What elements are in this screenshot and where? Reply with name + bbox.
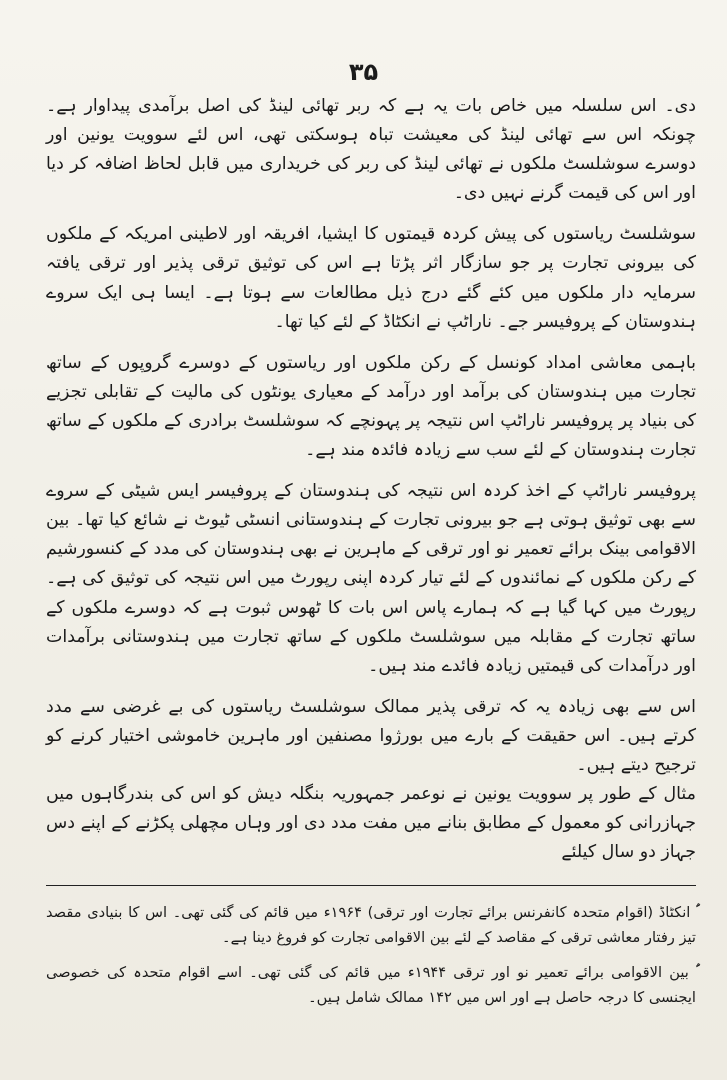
paragraph-3: باہمی معاشی امداد کونسل کے رکن ملکوں اور ریاستوں کے دوسرے گروپوں کے ساتھ تجارت میں ہندوستان کی برآمد اور درآمد کے معیاری یونٹوں کی مالیت کے تقابلی تجزیے کی بنیاد پر پروفیسر ناراٹپ اس نتیجہ پر پہونچے کہ سوشلسٹ برادری کے ملکوں کے ساتھ تجارت ہندوستان کے لئے سب سے زیادہ فائدہ مند ہے۔ [46,352,696,461]
footnote-1 [46,900,696,950]
paragraph-6: مثال کے طور پر سوویت یونین نے نوعمر جمہوریہ بنگلہ دیش کو اس کی بندرگاہوں میں جہازرانی کو معمول کے مطابق بنانے میں مفت مدد دی اور وہاں مچھلی پکڑنے کے اپنے دس جہاز دو سال کیلئے [46,784,696,863]
paragraph-2: سوشلسٹ ریاستوں کی پیش کردہ قیمتوں کا ایشیا، افریقہ اور لاطینی امریکہ کے ملکوں کی بیرونی تجارت پر جو سازگار اثر پڑتا ہے اس کی توثیق ترقی پذیر اور ترقی یافتہ سرمایہ دار ملکوں میں کئے گئے درج ذیل مطالعات سے ہوتا ہے۔ ایسا ہی ایک سروے ہندوستان کے پروفیسر جے۔ ناراٹپ نے انکٹاڈ کے لئے کیا تھا۔ [46,224,696,332]
paragraph-1: دی۔ اس سلسلہ میں خاص بات یہ ہے کہ ربر تھائی لینڈ کی اصل برآمدی پیداوار ہے۔ چونکہ اس سے تھائی لینڈ کی معیشت تباہ ہوسکتی تھی، اس لئے سوویت یونین اور دوسرے سوشلسٹ ملکوں نے تھائی لینڈ کی ربر کی خریداری میں قابل لحاظ اضافہ کر دیا اور اس کی قیمت گرنے نہیں دی۔ [46,96,696,204]
body-text [46,92,696,867]
footnote-2 [46,960,696,1010]
footnote-divider [46,885,696,886]
page-number: ۳۵ [348,58,379,86]
paragraph-5: اس سے بھی زیادہ یہ کہ ترقی پذیر ممالک سوشلسٹ ریاستوں کی بے غرضی سے مدد کرتے ہیں۔ اس حقیقت کے بارے میں بورژوا مصنفین اور ماہرین خاموشی اختیار کرنے کو ترجیح دیتے ہیں۔ [46,696,696,775]
footnotes [46,900,696,1020]
paragraph-4: پروفیسر ناراٹپ کے اخذ کردہ اس نتیجہ کی ہندوستان کے پروفیسر ایس شیٹی کے سروے سے بھی توثیق ہوتی ہے جو بیرونی تجارت کے ہندوستانی انسٹی ٹیوٹ نے شائع کیا تھا۔ بین الاقوامی بینک برائے تعمیر نو اور ترقی کے ماہرین نے بھی ہندوستان کی مدد کے کنسورشیم کے رکن ملکوں کے نمائندوں کے لئے تیار کردہ اپنی رپورٹ میں اس نتیجہ کی توثیق کی ہے۔ رپورٹ میں کہا گیا ہے کہ ہمارے پاس اس بات کا ٹھوس ثبوت ہے کہ دوسرے ملکوں کے ساتھ تجارت کے مقابلہ میں سوشلسٹ ملکوں کے ساتھ تجارت میں ہندوستانی برآمدات اور درآمدات کی قیمتیں زیادہ فائدے مند ہیں۔ [46,481,696,676]
footnote-text: بین الاقوامی برائے تعمیر نو اور ترقی ۱۹۴۴ء میں قائم کی گئی تھی۔ اسے اقوام متحدہ کی خصوصی ایجنسی کا درجہ حاصل ہے اور اس میں ۱۴۲ ممالک شامل ہیں۔ [46,964,696,1006]
footnote-text: انکٹاڈ (اقوام متحدہ کانفرنس برائے تجارت اور ترقی) ۱۹۶۴ء میں قائم کی گئی تھی۔ اس کا بنیادی مقصد تیز رفتار معاشی ترقی کے مقاصد کے لئے بین الاقوامی تجارت کو فروغ دینا ہے۔ [46,904,696,946]
